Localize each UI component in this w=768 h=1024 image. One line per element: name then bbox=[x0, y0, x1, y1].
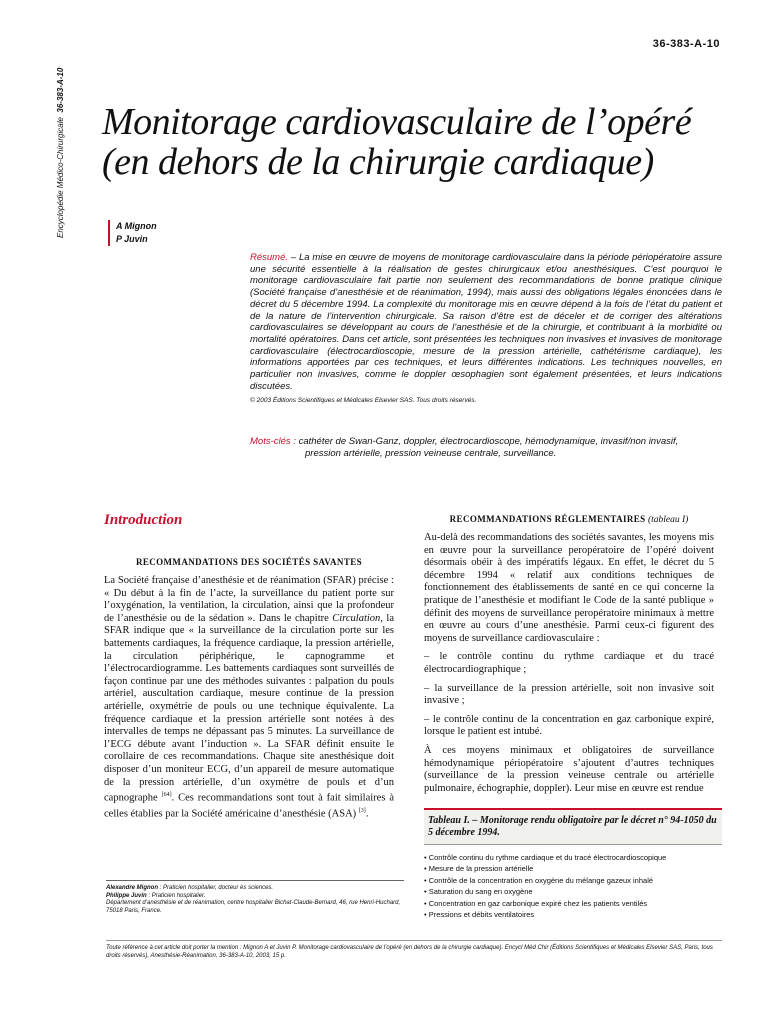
table-item: • Saturation du sang en oxygène bbox=[424, 887, 533, 897]
affiliation: Alexandre Mignon : Praticien hospitalier, docteur ès sciences. bbox=[106, 885, 274, 891]
citation-notice: Toute référence à cet article doit porter la mention : Mignon A et Juvin P. Monitorage cardiovasculaire de l’opéré (en dehors de la chirurgie cardiaque). Encycl Méd Chir (Éditions Scientifiques et Médicales Elsevier SAS, Paris, tous droits réservés), Anesthésie-Réanimation, 36-383-A-10, 2003, 15 p. bbox=[106, 940, 722, 960]
intro-heading: Introduction bbox=[104, 512, 183, 528]
title-line-2: (en dehors de la chirurgie cardiaque) bbox=[102, 141, 654, 183]
reference-64: [64] bbox=[161, 792, 172, 799]
table-item: • Contrôle de la concentration en oxygène du mélange gazeux inhalé bbox=[424, 875, 654, 885]
copyright-notice: © 2003 Éditions Scientifiques et Médicales Elsevier SAS. Tous droits réservés. bbox=[250, 397, 477, 405]
journal-code: 36-383-A-10 bbox=[56, 67, 65, 113]
table-item: • Contrôle continu du rythme cardiaque et du tracé électrocardioscopique bbox=[424, 853, 667, 862]
author-2: P Juvin bbox=[116, 234, 148, 244]
column-left bbox=[104, 575, 394, 827]
column-right bbox=[424, 532, 714, 801]
author-1: A Mignon bbox=[116, 221, 157, 231]
paragraph: Au-delà des recommandations des sociétés savantes, les moyens mis en œuvre pour la surveillance peropératoire de l’opéré doivent désormais obéir à des impératifs légaux. En effet, le décret du 5 décembre 1994 « relatif aux conditions techniques de fonctionnement des établissements de santé en ce qui concerne la pratique de l’anesthésie et modifiant le Code de la santé publique » définit des moyens de surveillance peropératoire minimaux à mettre en œuvre au cours d’une anesthésie. Parmi ceux-ci figurent des moyens de surveillance cardiovasculaire : bbox=[424, 532, 714, 644]
keywords-line-1: cathéter de Swan-Ganz, doppler, électrocardioscope, hémodynamique, invasif/non invasif, bbox=[295, 436, 679, 447]
title-line-1: Monitorage cardiovasculaire de l’opéré bbox=[102, 101, 692, 143]
table-title: Tableau I. – Monitorage rendu obligatoire par le décret n° 94-1050 du 5 décembre 1994. bbox=[424, 808, 722, 845]
affiliation-address: Département d’anesthésie et de réanimation, centre hospitalier Bichat-Claude-Bernard, 46, rue Henri-Huchard, 75018 Paris, France. bbox=[106, 900, 401, 914]
keywords-label: Mots-clés : bbox=[250, 436, 296, 447]
subheading-reglementaires: RECOMMANDATIONS RÉGLEMENTAIRES (tableau I) bbox=[449, 514, 689, 525]
keywords bbox=[250, 436, 722, 460]
table-item: • Mesure de la pression artérielle bbox=[424, 864, 534, 874]
list-item: – le contrôle continu de la concentration en gaz carbonique expiré, lorsque le patient est intubé. bbox=[424, 713, 714, 738]
abstract bbox=[250, 252, 722, 407]
table-item: • Concentration en gaz carbonique expiré chez les patients ventilés bbox=[424, 898, 648, 908]
paragraph: La Société française d’anesthésie et de réanimation (SFAR) précise : « Du début à la fin de l’acte, la surveillance du patient porte sur l’oxygénation, la ventilation, la circulation, ainsi que la profondeur de l’anesthésie ou de la sédation ». Dans le chapitre Circulation, la SFAR indique que « la surveillance de la circulation porte sur les battements cardiaques, la fréquence cardiaque, la pression artérielle, la circulation périphérique, le capnogramme et l’électrocardiogramme. Les battements cardiaques sont surveillés de façon continue par une des méthodes suivantes : palpation du pouls artériel, auscultation cardiaque, mesure continue de la pression artérielle, oxymétrie de pouls ou une technique équivalente. La fréquence cardiaque et la pression artérielle sont notées à des intervalles de temps ne dépassant pas 5 minutes. La surveillance de l’ECG débute avant l’induction ». La SFAR définit ensuite le corollaire de ces recommandations. Chaque site anesthésique doit disposer d’un moniteur ECG, d’un appareil de mesure automatique de la pression artérielle, d’un oxymètre de pouls et d’un capnographe [64]. Ces recommandations sont tout à fait similaires à celles établies par la Société américaine d’anesthésie (ASA) [3]. bbox=[104, 575, 395, 820]
list-item: – la surveillance de la pression artérielle, soit non invasive soit invasive ; bbox=[424, 682, 714, 707]
table-item: • Pressions et débits ventilatoires bbox=[424, 910, 535, 920]
author-block bbox=[108, 220, 157, 246]
author-affiliations bbox=[106, 880, 404, 915]
abstract-label: Résumé. bbox=[250, 252, 289, 263]
affiliation: Philippe Juvin : Praticien hospitalier. bbox=[106, 892, 206, 899]
paragraph: À ces moyens minimaux et obligatoires de surveillance hémodynamique périopératoire s’ajoutent d’autres techniques (surveillance de la pression veineuse centrale ou artérielle pulmonaire, échographie, doppler). Leur mise en œuvre est rendue bbox=[424, 744, 714, 794]
journal-name: Encyclopédie Médico-Chirurgicale bbox=[56, 117, 65, 238]
table-reference: (tableau I) bbox=[645, 515, 689, 525]
article-title bbox=[102, 102, 722, 182]
article-code: 36-383-A-10 bbox=[652, 38, 720, 50]
abstract-text: – La mise en œuvre de moyens de monitorage cardiovasculaire dans la période périopératoire assure une sécurité essentielle à la réalisation de gestes chirurgicaux et/ou anesthésiques. C’est pourquoi le monitorage cardiovasculaire fait partie non seulement des recommandations de bonne pratique clinique (Société française d’anesthésie et de réanimation, 1994), mais aussi des obligations légales énoncées dans le décret du 5 décembre 1994. La complexité du monitorage mis en œuvre dépend à la fois de l’état du patient et de la nature de l’intervention chirurgicale. Sa raison d’être est de déceler et de corriger des altérations cardiovasculaires se développant au cours de l’anesthésie et de la chirurgie, et contribuant à la morbidité ou mortalité opératoires. Dans cet article, sont présentées les techniques non invasives et invasives de monitorage cardiovasculaire (électrocardioscopie, mesure de la pression artérielle, cathétérisme cardiaque), les informations apportées par ces techniques, et leurs différentes indications. Les techniques nouvelles, en particulier non invasives, comme le doppler œsophagien sont également présentées, et leurs indications discutées. bbox=[250, 252, 722, 392]
list-item: – le contrôle continu du rythme cardiaque et du tracé électrocardiographique ; bbox=[424, 651, 714, 675]
reference-3: [3] bbox=[358, 808, 366, 815]
keywords-line-2: pression artérielle, pression veineuse centrale, surveillance. bbox=[305, 448, 557, 459]
emphasis-circulation: Circulation bbox=[332, 612, 381, 624]
subheading-societes: RECOMMANDATIONS DES SOCIÉTÉS SAVANTES bbox=[135, 557, 363, 567]
table-body bbox=[424, 852, 718, 920]
journal-sidebar-label bbox=[56, 48, 70, 238]
